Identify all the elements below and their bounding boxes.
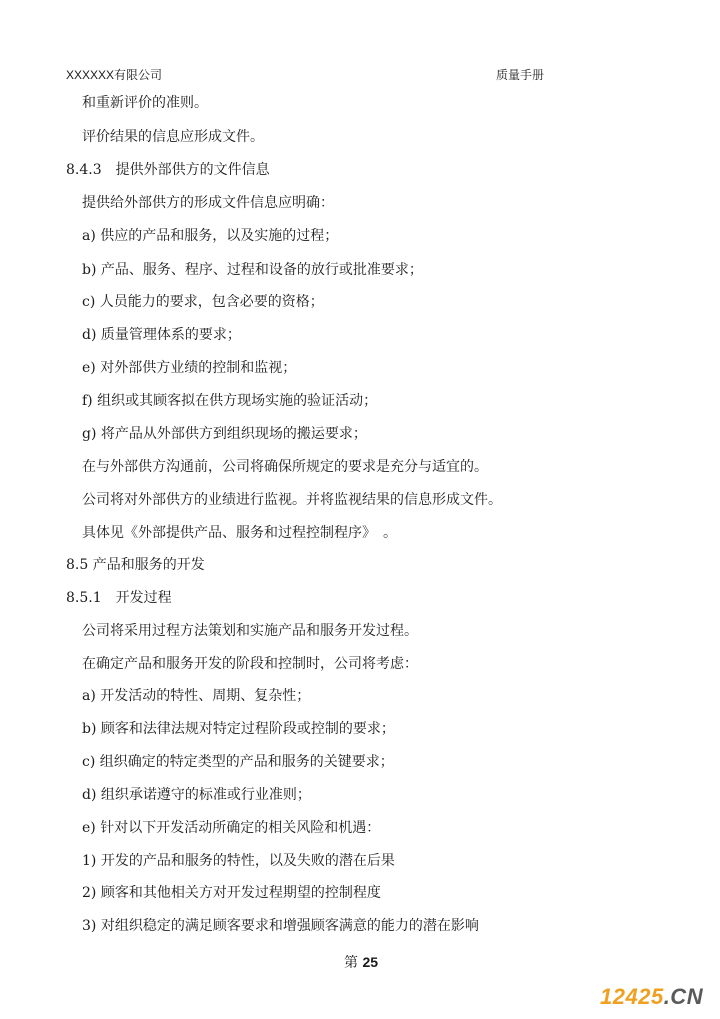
- list-item: c) 组织确定的特定类型的产品和服务的关键要求；: [82, 754, 394, 770]
- list-item: b) 顾客和法律法规对特定过程阶段或控制的要求；: [82, 721, 395, 737]
- body-line: 和重新评价的准则。: [82, 95, 208, 111]
- body-line: 评价结果的信息应形成文件。: [82, 129, 264, 145]
- watermark-domain: .CN: [663, 984, 704, 1009]
- subsection-heading: 8.5.1 开发过程: [66, 590, 172, 606]
- section-heading: 8.5 产品和服务的开发: [66, 557, 205, 573]
- list-item: e) 针对以下开发活动所确定的相关风险和机遇：: [82, 820, 381, 836]
- site-watermark: [600, 984, 703, 1010]
- page-footer: [344, 953, 378, 972]
- body-line: 提供给外部供方的形成文件信息应明确：: [82, 195, 334, 211]
- list-item: b) 产品、服务、程序、过程和设备的放行或批准要求；: [82, 262, 423, 278]
- list-item: d) 质量管理体系的要求；: [82, 327, 241, 343]
- header-doc-title: 质量手册: [496, 68, 545, 82]
- body-line: 公司将采用过程方法策划和实施产品和服务开发过程。: [82, 623, 418, 639]
- sub-list-item: 1) 开发的产品和服务的特性，以及失败的潜在后果: [82, 853, 395, 869]
- list-item: g) 将产品从外部供方到组织现场的搬运要求；: [82, 426, 367, 442]
- sub-list-item: 3) 对组织稳定的满足顾客要求和增强顾客满意的能力的潜在影响: [82, 918, 479, 934]
- body-line: 在与外部供方沟通前，公司将确保所规定的要求是充分与适宜的。: [82, 459, 488, 475]
- list-item: a) 开发活动的特性、周期、复杂性；: [82, 688, 311, 704]
- body-line: 具体见《外部提供产品、服务和过程控制程序》 。: [82, 525, 397, 541]
- list-item: d) 组织承诺遵守的标准或行业准则；: [82, 787, 311, 803]
- watermark-number: 12425: [600, 984, 664, 1009]
- section-heading: 8.4.3 提供外部供方的文件信息: [66, 162, 270, 178]
- list-item: e) 对外部供方业绩的控制和监视；: [82, 360, 297, 376]
- header-company: XXXXXX有限公司: [66, 68, 163, 82]
- body-line: 公司将对外部供方的业绩进行监视。并将监视结果的信息形成文件。: [82, 492, 502, 508]
- list-item: c) 人员能力的要求，包含必要的资格；: [82, 294, 324, 310]
- body-line: 在确定产品和服务开发的阶段和控制时，公司将考虑：: [82, 656, 418, 672]
- page-number-prefix: 第: [344, 955, 358, 971]
- sub-list-item: 2) 顾客和其他相关方对开发过程期望的控制程度: [82, 885, 381, 901]
- list-item: a) 供应的产品和服务，以及实施的过程；: [82, 228, 339, 244]
- list-item: f) 组织或其顾客拟在供方现场实施的验证活动；: [82, 393, 378, 409]
- page-number: 25: [362, 954, 379, 970]
